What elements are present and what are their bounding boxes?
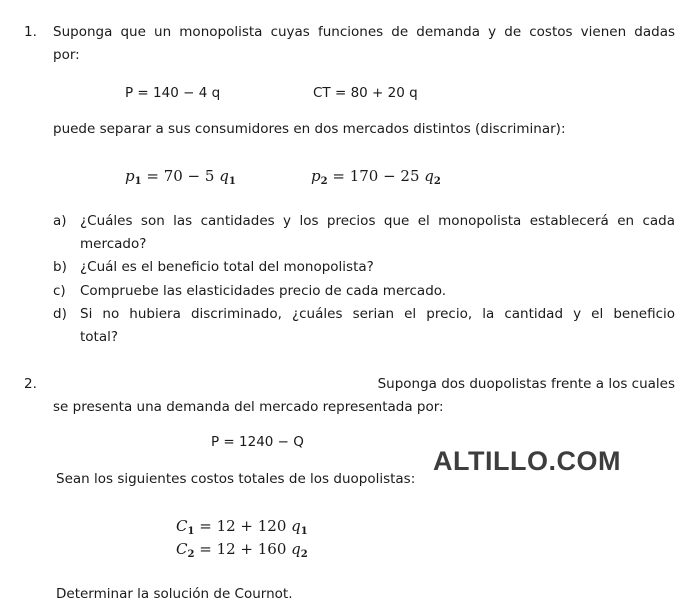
problem-2-intro: Suponga dos duopolistas frente a los cuales xyxy=(377,376,675,392)
problem-1-number: 1. xyxy=(24,24,37,40)
problem-2-conclusion: Determinar la solución de Cournot. xyxy=(56,586,293,602)
equation-price: P = 140 − 4 q xyxy=(125,85,221,101)
altillo-watermark: ALTILLO.COM xyxy=(433,446,621,476)
problem-1-intro: Suponga que un monopolista cuyas funciones de demanda y de costos vienen dadas xyxy=(53,24,675,40)
question-c-label: c) xyxy=(53,283,66,299)
problem-1-intro-cont: por: xyxy=(53,47,80,63)
question-a-text: ¿Cuáles son las cantidades y los precios que el monopolista establecerá en cada xyxy=(80,213,675,229)
question-a-text-cont: mercado? xyxy=(80,236,147,252)
question-d-label: d) xyxy=(53,306,67,322)
equation-c1: $C_1 = 12 + 120$ $q_1$ xyxy=(176,517,308,537)
equation-c2: $C_2 = 12 + 160$ $q_2$ xyxy=(176,540,308,560)
question-c-text: Compruebe las elasticidades precio de cada mercado. xyxy=(80,283,447,299)
equation-p2: $p_2 = 170 - 25$ $q_2$ xyxy=(311,167,441,187)
equation-demand: P = 1240 − Q xyxy=(211,434,304,450)
question-b-text: ¿Cuál es el beneficio total del monopolista? xyxy=(80,259,374,275)
problem-2-number: 2. xyxy=(24,376,37,392)
problem-2-intro-cont: se presenta una demanda del mercado representada por: xyxy=(53,399,444,415)
problem-2-costs-text: Sean los siguientes costos totales de los duopolistas: xyxy=(56,471,416,487)
problem-1-separate-text: puede separar a sus consumidores en dos mercados distintos (discriminar): xyxy=(53,121,566,137)
question-b-label: b) xyxy=(53,259,67,275)
question-d-text: Si no hubiera discriminado, ¿cuáles serian el precio, la cantidad y el beneficio xyxy=(80,306,675,322)
equation-p1: $p_1 = 70 - 5$ $q_1$ xyxy=(125,167,236,187)
question-a-label: a) xyxy=(53,213,67,229)
question-d-text-cont: total? xyxy=(80,329,119,345)
equation-cost: CT = 80 + 20 q xyxy=(313,85,418,101)
